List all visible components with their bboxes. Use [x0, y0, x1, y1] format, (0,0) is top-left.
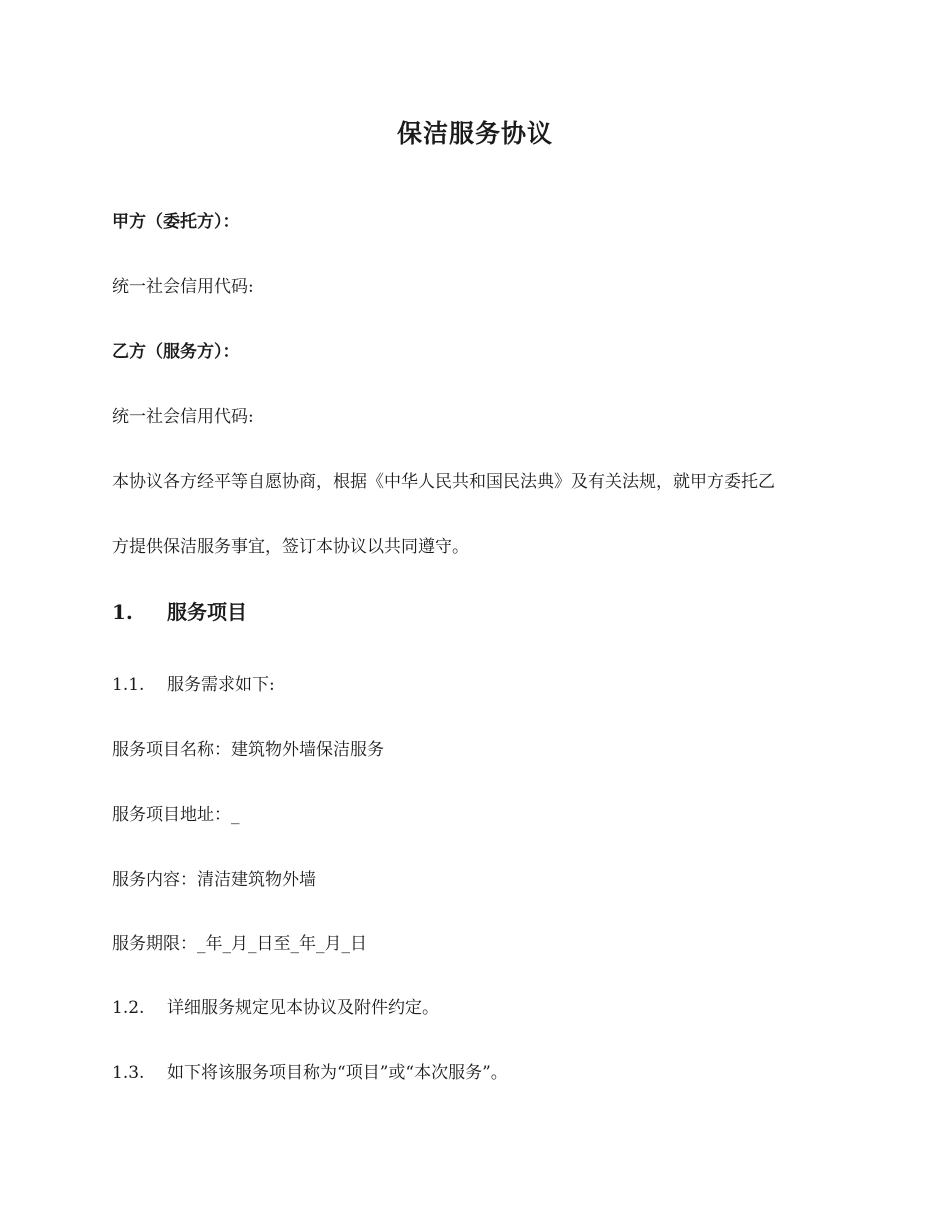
- clause-1-3-text: 如下将该服务项目称为“项目”或“本次服务”。: [167, 1063, 508, 1083]
- clause-1-3: [112, 1061, 852, 1085]
- party-a-credit-code-label: 统一社会信用代码:: [112, 277, 254, 297]
- service-item-name: 服务项目名称：建筑物外墙保洁服务: [112, 740, 384, 760]
- preamble-line-1: 本协议各方经平等自愿协商，根据《中华人民共和国民法典》及有关法规，就甲方委托乙: [112, 472, 775, 492]
- service-term: 服务期限：_年_月_日至_年_月_日: [112, 934, 367, 954]
- preamble-line-2: 方提供保洁服务事宜，签订本协议以共同遵守。: [112, 537, 469, 557]
- clause-1-2-number: 1.2.: [112, 998, 145, 1018]
- service-content: 服务内容：清洁建筑物外墙: [112, 870, 316, 890]
- clause-1-2-text: 详细服务规定见本协议及附件约定。: [167, 998, 439, 1018]
- clause-1-1-text: 服务需求如下:: [167, 675, 275, 695]
- party-a-label: 甲方（委托方）：: [112, 212, 240, 232]
- document-title: 保洁服务协议: [396, 119, 553, 148]
- party-b-label: 乙方（服务方）：: [112, 342, 240, 362]
- service-item-address: 服务项目地址：_: [112, 805, 240, 825]
- section-1-title: 服务项目: [167, 600, 247, 624]
- clause-1-3-number: 1.3.: [112, 1063, 145, 1083]
- clause-1-1-number: 1.1.: [112, 675, 145, 695]
- section-1-heading: [112, 598, 852, 626]
- clause-1-1: [112, 673, 852, 697]
- clause-1-2: [112, 996, 852, 1020]
- section-1-number: 1.: [112, 600, 133, 624]
- party-b-credit-code-label: 统一社会信用代码:: [112, 407, 254, 427]
